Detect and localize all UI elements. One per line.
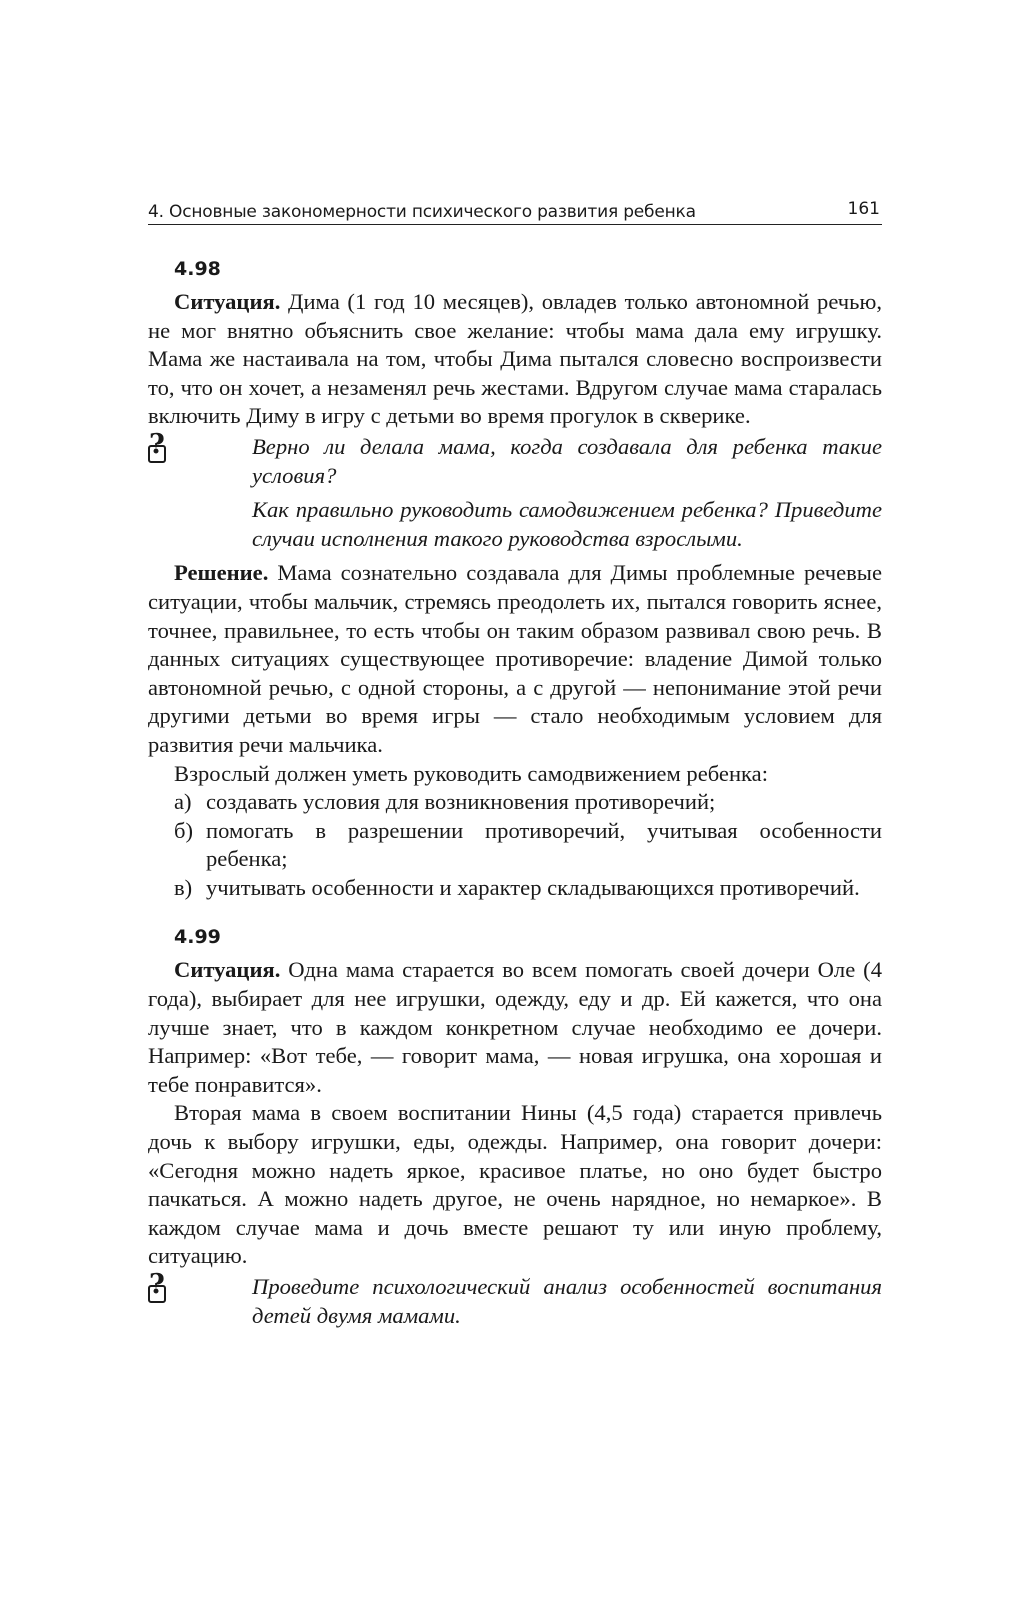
solution-text: Мама сознательно создавала для Димы проблемные речевые ситуации, чтобы мальчик, стремясь преодолеть их, пытался говорить яснее, точнее, правильнее, то есть чтобы он таким образом развивал свою речь. В данных ситуациях существующее противоречие: владение Димой только автономной речью, с одной стороны, а с другой — непонимание этой речи другими детьми во время игры — стало необходимым условием для развития речи мальчика. <box>148 560 882 757</box>
list-item-text: создавать условия для возникновения противоречий; <box>206 789 716 815</box>
situation-text: Дима (1 год 10 месяцев), овладев только автономной речью, не мог внятно объяснить свое желание: чтобы мама дала ему игрушку. Мама же настаивала на том, чтобы Дима пытался словесно воспроизвести то, что он хочет, а незаменял речь жестами. Вдругом случае мама старалась включить Диму в игру с детьми во время прогулок в скверике. <box>148 289 882 429</box>
question-text: Верно ли делала мама, когда создавала для ребенка такие условия? <box>252 433 882 488</box>
situation-paragraph <box>148 288 882 431</box>
question-icon: ? <box>148 1273 170 1303</box>
page-content <box>148 252 882 1336</box>
list-marker: б) <box>174 817 194 843</box>
situation-label: Ситуация. <box>174 957 281 983</box>
solution-paragraph <box>148 559 882 759</box>
situation-paragraph <box>148 956 882 1099</box>
chapter-title: 4. Основные закономерности психического развития ребенка <box>148 202 696 222</box>
running-header <box>148 190 882 225</box>
list-item <box>148 788 882 817</box>
list-item <box>148 874 882 903</box>
second-situation-paragraph: Вторая мама в своем воспитании Нины (4,5 года) старается привлечь дочь к выбору игрушки, еды, одежды. Например, она говорит дочери: «Сегодня можно надеть яркое, красивое платье, но оно будет быстро пачкаться. А можно надеть другое, не очень нарядное, но немаркое». В каждом случае мама и дочь вместе решают ту или иную проблему, ситуацию. <box>148 1100 882 1269</box>
question-block <box>148 1269 882 1330</box>
requirements-list <box>148 788 882 902</box>
list-item-text: помогать в разрешении противоречий, учитывая особенности ребенка; <box>206 817 882 872</box>
list-marker: а) <box>174 789 192 815</box>
solution-label: Решение. <box>174 560 269 586</box>
section-number: 4.98 <box>174 258 221 280</box>
list-marker: в) <box>174 874 193 900</box>
section-number: 4.99 <box>174 926 221 949</box>
situation-text: Одна мама старается во всем помогать своей дочери Оле (4 года), выбирает для нее игрушки, одежду, еду и др. Ей кажется, что она лучше знает, что в каждом конкретном случае необходимо ее дочери. Например: «Вот тебе, — говорит мама, — новая игрушка, она хорошая и тебе понравится». <box>148 957 882 1097</box>
list-item-text: учитывать особенности и характер складывающихся противоречий. <box>206 874 860 900</box>
question-text: Как правильно руководить самодвижением ребенка? Приведите случаи исполнения такого руководства взрослыми. <box>252 497 882 551</box>
situation-label: Ситуация. <box>174 289 281 314</box>
page-number: 161 <box>847 199 880 219</box>
list-item <box>148 817 882 874</box>
question-text: Проведите психологический анализ особенностей воспитания детей двумя мамами. <box>252 1274 882 1328</box>
adult-paragraph: Взрослый должен уметь руководить самодвижением ребенка: <box>174 760 768 786</box>
question-icon: ? <box>148 433 170 463</box>
question-block <box>148 428 882 553</box>
